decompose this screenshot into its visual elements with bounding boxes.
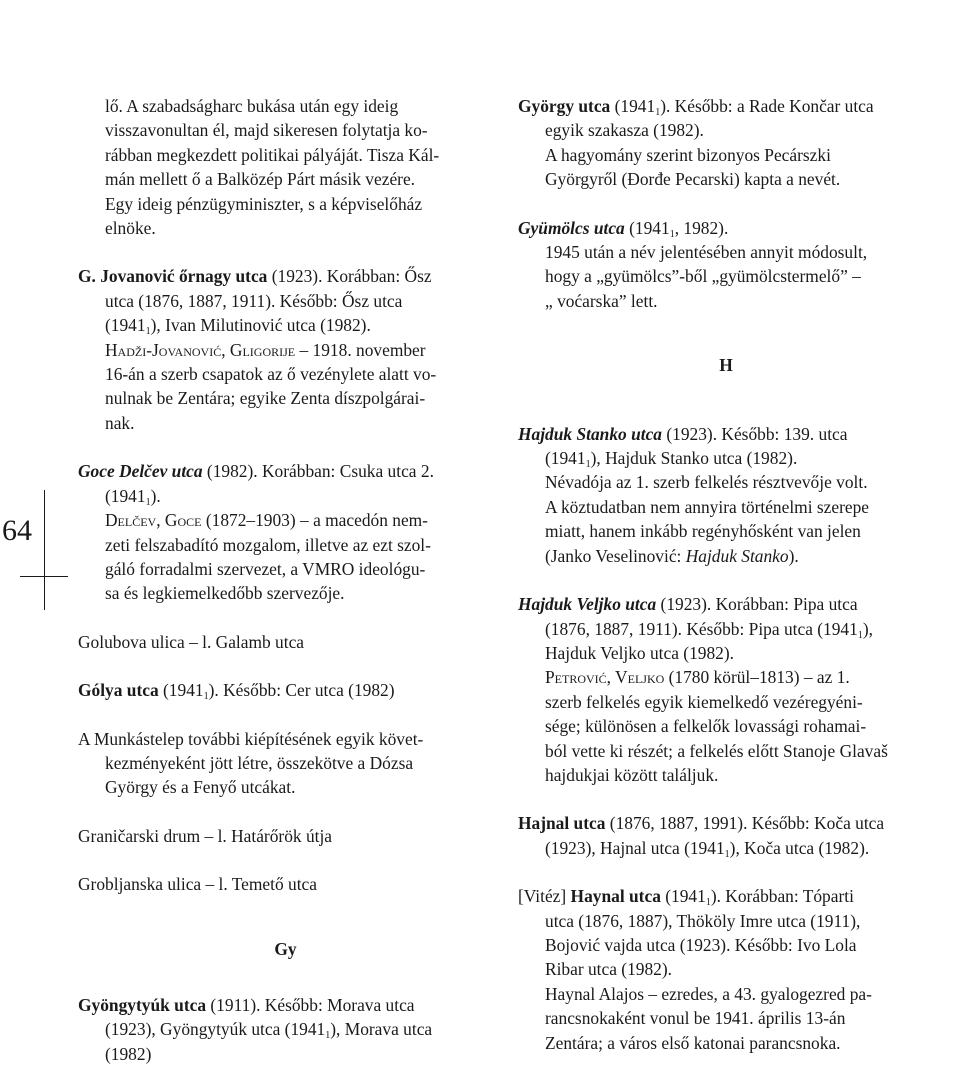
- left-column: [78, 94, 493, 1090]
- entry-headline: [518, 422, 934, 446]
- entry-title: Goce Delčev utca: [78, 461, 203, 482]
- cross-reference: Grobljanska ulica – l. Temető utca: [78, 874, 317, 895]
- entry-title: György utca: [518, 96, 611, 116]
- entry-granicarski: [78, 824, 493, 848]
- entry-headline: [78, 459, 493, 483]
- entry-title: Hajnal utca: [518, 813, 606, 834]
- entry-body: [78, 289, 493, 435]
- entry-haynal: [518, 884, 934, 1055]
- right-column: [518, 94, 934, 1079]
- entry-body: [78, 751, 493, 800]
- text-line: [105, 484, 493, 508]
- text-span: ), Morava utca: [330, 1019, 433, 1040]
- entry-grobljanska: [78, 872, 493, 896]
- text-line: [105, 313, 493, 337]
- subscript: 1: [857, 629, 863, 641]
- cross-reference: Graničarski drum – l. Határőrök útja: [78, 825, 333, 846]
- subscript: 1: [585, 459, 591, 471]
- entry-title: Gólya utca: [78, 680, 159, 701]
- text-span: (1923). Korábban: Pipa utca: [656, 594, 858, 615]
- text-line: Névadója az 1. szerb felkelés résztvevője volt.: [545, 472, 868, 493]
- entry-title: Haynal utca: [570, 886, 661, 907]
- text-span: (1923). Korábban: Ősz: [267, 266, 432, 287]
- text-span: – 1918. november: [295, 339, 426, 360]
- entry-headline: [78, 264, 493, 288]
- text-span: ). Korábban: Tóparti: [710, 886, 854, 907]
- text-line: ból vette ki részét; a felkelés előtt Stanoje Glavaš: [545, 740, 888, 761]
- text-span: (1876, 1887, 1911). Később: Pipa utca (1941: [545, 618, 858, 639]
- text-line: visszavonultan él, majd sikeresen folytatja ko-: [105, 120, 428, 141]
- entry-body: [518, 836, 934, 860]
- person-name: Hadži-Jovanović, Gligorije: [105, 339, 296, 360]
- entry-body: [518, 240, 934, 313]
- entry-golubova: [78, 630, 493, 654]
- entry-hajduk-veljko: [518, 592, 934, 787]
- text-line: A Munkástelep további kiépítésének egyik követ-: [78, 728, 424, 749]
- person-name: Delčev, Goce: [105, 510, 202, 531]
- text-line: A köztudatban nem annyira történelmi szerepe: [545, 496, 870, 517]
- subscript: 1: [203, 691, 209, 703]
- entry-body: [518, 446, 934, 568]
- text-span: (1941: [610, 96, 656, 116]
- text-span: [Vitéz]: [518, 886, 571, 907]
- text-line: hogy a „gyümölcs”-ből „gyümölcstermelő” –: [545, 266, 861, 287]
- text-line: hajdukjai között találjuk.: [545, 764, 719, 785]
- text-line: kezményeként jött létre, összekötve a Dózsa: [105, 752, 414, 773]
- entry-gyongytyuk: [78, 993, 493, 1066]
- entry-headline: [518, 811, 934, 835]
- text-span: (1923), Gyöngytyúk utca (1941: [105, 1019, 326, 1040]
- text-line: Egy ideig pénzügyminiszter, s a képviselőház: [105, 193, 423, 214]
- subscript: 1: [655, 107, 661, 118]
- text-line: [545, 544, 934, 568]
- entry-hajduk-stanko: [518, 422, 934, 568]
- book-title: Hajduk Stanko: [685, 545, 789, 566]
- text-line: 1945 után a név jelentésében annyit módosult,: [545, 242, 868, 263]
- entry-title: G. Jovanović őrnagy utca: [78, 266, 268, 287]
- text-span: (Janko Veselinović:: [545, 545, 686, 566]
- text-span: (1982). Korábban: Csuka utca 2.: [202, 461, 434, 482]
- entry-title: Gyöngytyúk utca: [78, 994, 207, 1015]
- entry-body: [518, 909, 934, 1055]
- text-span: ),: [862, 618, 873, 639]
- text-line: [105, 508, 493, 532]
- text-line: mán mellett ő a Balközép Párt másik vezére.: [105, 169, 416, 190]
- text-line: nak.: [105, 412, 135, 433]
- text-line: rábban megkezdett politikai pályáját. Tisza Kál-: [105, 144, 440, 165]
- text-line: Zentára; a város első katonai parancsnoka.: [545, 1032, 841, 1053]
- text-line: gáló forradalmi szervezet, a VMRO ideológu-: [105, 558, 426, 579]
- entry-body: [518, 118, 934, 191]
- text-span: (1941: [624, 217, 670, 238]
- text-line: lő. A szabadságharc bukása után egy ideig: [105, 96, 399, 116]
- page-number: 64: [2, 514, 32, 547]
- text-line: szerb felkelés egyik kiemelkedő vezéregyéni-: [545, 691, 863, 712]
- text-span: (1941: [105, 315, 146, 336]
- subscript: 1: [145, 496, 151, 508]
- entry-headline: [518, 884, 934, 908]
- entry-munkastelep: [78, 727, 493, 800]
- text-span: ), Hajduk Stanko utca (1982).: [590, 448, 798, 469]
- text-line: sége; különösen a felkelők lovassági rohamai-: [545, 716, 867, 737]
- crop-mark-vertical: [44, 490, 45, 610]
- entry-title: Hajduk Veljko utca: [518, 594, 657, 615]
- text-span: (1941: [660, 886, 706, 907]
- section-heading-gy: Gy: [274, 938, 297, 959]
- text-line: rancsnokaként vonul be 1941. április 13-án: [545, 1008, 846, 1029]
- text-line: utca (1876, 1887), Thököly Imre utca (1911),: [545, 910, 861, 931]
- text-span: , 1982).: [674, 217, 729, 238]
- text-span: ). Később: Cer utca (1982): [208, 680, 395, 701]
- text-span: ). Később: a Rade Končar utca: [660, 96, 874, 116]
- text-line: 16-án a szerb csapatok az ő vezénylete alatt vo-: [105, 364, 437, 385]
- entry-gyorgy: [518, 94, 934, 192]
- entry-intro-continuation: [78, 94, 493, 240]
- entry-headline: [518, 592, 934, 616]
- subscript: 1: [325, 1030, 331, 1042]
- subscript: 1: [724, 848, 730, 860]
- text-line: miatt, hanem inkább regényhősként van jelen: [545, 521, 861, 542]
- text-span: ).: [150, 485, 161, 506]
- text-span: (1941: [105, 485, 146, 506]
- text-line: (1982): [105, 1043, 152, 1064]
- text-line: Ribar utca (1982).: [545, 959, 673, 980]
- text-span: (1923), Hajnal utca (1941: [545, 837, 725, 858]
- section-heading-h: H: [719, 355, 733, 376]
- text-span: ), Koča utca (1982).: [729, 837, 870, 858]
- entry-body: [78, 484, 493, 606]
- entry-body: [78, 1017, 493, 1066]
- text-span: ).: [788, 545, 799, 566]
- entry-delcev: [78, 459, 493, 605]
- subscript: 1: [705, 897, 711, 909]
- entry-jovanovic: [78, 264, 493, 435]
- text-span: (1872–1903) – a macedón nem-: [201, 510, 428, 531]
- entry-body: [518, 617, 934, 788]
- entry-title: Hajduk Stanko utca: [518, 423, 662, 444]
- text-line: „ voćarska” lett.: [545, 290, 658, 311]
- entry-headline: [78, 993, 493, 1017]
- text-line: [545, 665, 934, 689]
- text-line: egyik szakasza (1982).: [545, 120, 704, 141]
- text-line: sa és legkiemelkedőbb szervezője.: [105, 583, 345, 604]
- text-span: (1941: [545, 448, 586, 469]
- entry-hajnal: [518, 811, 934, 860]
- text-span: (1911). Később: Morava utca: [206, 994, 415, 1015]
- text-line: Bojović vajda utca (1923). Később: Ivo Lola: [545, 934, 857, 955]
- text-span: ), Ivan Milutinović utca (1982).: [150, 315, 371, 336]
- text-line: Hajduk Veljko utca (1982).: [545, 642, 735, 663]
- text-line: [105, 1017, 493, 1041]
- text-line: zeti felszabadító mozgalom, illetve az ezt szol-: [105, 534, 431, 555]
- subscript: 1: [145, 326, 151, 338]
- text-line: [545, 446, 934, 470]
- text-line: nulnak be Zentára; egyike Zenta díszpolgárai-: [105, 388, 426, 409]
- entry-headline: [518, 216, 934, 240]
- entry-headline: [78, 678, 493, 702]
- text-span: (1876, 1887, 1991). Később: Koča utca: [605, 813, 885, 834]
- subscript: 1: [669, 228, 675, 240]
- crop-mark-horizontal: [20, 576, 68, 577]
- cross-reference: Golubova ulica – l. Galamb utca: [78, 631, 305, 652]
- entry-title: Gyümölcs utca: [518, 217, 625, 238]
- text-line: [105, 338, 493, 362]
- text-line: Györgyről (Đorđe Pecarski) kapta a nevét.: [545, 169, 841, 190]
- text-line: Haynal Alajos – ezredes, a 43. gyalogezred pa-: [545, 983, 872, 1004]
- text-line: [545, 617, 934, 641]
- text-line: utca (1876, 1887, 1911). Később: Ősz utca: [105, 290, 403, 311]
- entry-gyumolcs: [518, 216, 934, 314]
- text-line: [545, 836, 934, 860]
- entry-golya: [78, 678, 493, 702]
- text-span: (1923). Később: 139. utca: [662, 423, 848, 444]
- person-name: Petrović, Veljko: [545, 667, 665, 688]
- text-span: (1941: [158, 680, 204, 701]
- text-line: György és a Fenyő utcákat.: [105, 777, 296, 798]
- text-line: elnöke.: [105, 218, 156, 239]
- text-span: (1780 körül–1813) – az 1.: [664, 667, 850, 688]
- text-line: A hagyomány szerint bizonyos Pecárszki: [545, 144, 831, 165]
- entry-headline: [518, 94, 934, 118]
